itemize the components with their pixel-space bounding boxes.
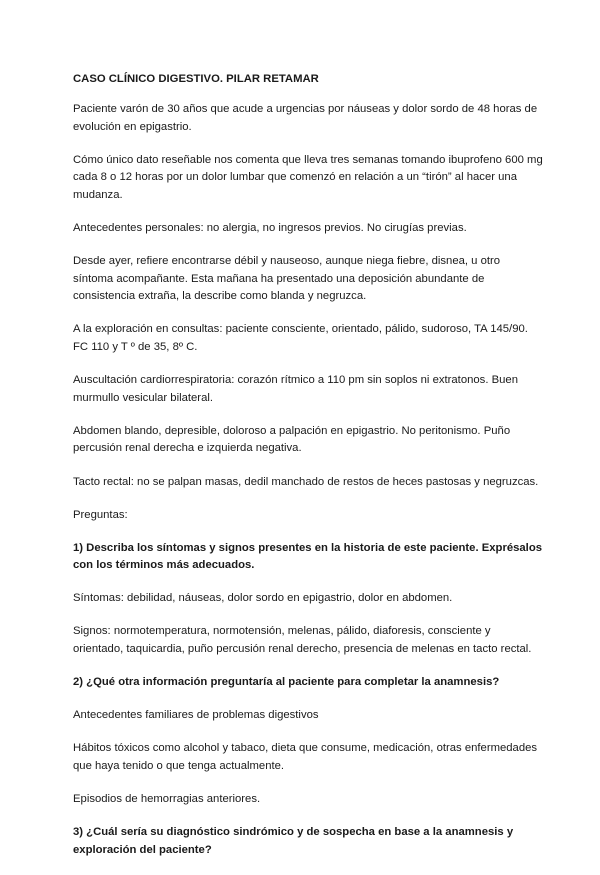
document-title: CASO CLÍNICO DIGESTIVO. PILAR RETAMAR	[73, 73, 319, 85]
paragraph-presentation: Paciente varón de 30 años que acude a urgencias por náuseas y dolor sordo de 48 horas de evolución en epigastrio.	[73, 103, 538, 133]
answer-1-signs: Signos: normotemperatura, normotensión, melenas, pálido, diaforesis, consciente y orientado, taquicardia, puño percusión renal derecho, presencia de melenas en tacto rectal.	[73, 625, 532, 656]
paragraph-personal-history: Antecedentes personales: no alergia, no ingresos previos. No cirugías previas.	[73, 222, 467, 235]
paragraph-abdomen: Abdomen blando, depresible, doloroso a palpación en epigastrio. No peritonismo. Puño percusión renal derecha e izquierda negativa.	[73, 424, 511, 455]
paragraph-current-illness: Desde ayer, refiere encontrarse débil y nauseoso, aunque niega fiebre, disnea, u otro síntoma acompañante. Esta mañana ha presentado una deposición abundante de consistencia extraña, la describe como blanda y negruzca.	[73, 255, 501, 303]
answer-1-symptoms: Síntomas: debilidad, náuseas, dolor sordo en epigastrio, dolor en abdomen.	[73, 592, 453, 605]
question-1: 1) Describa los síntomas y signos presentes en la historia de este paciente. Exprésalos con los términos más adecuados.	[73, 541, 543, 572]
question-2: 2) ¿Qué otra información preguntaría al paciente para completar la anamnesis?	[73, 676, 500, 689]
paragraph-medication: Cómo único dato reseñable nos comenta que lleva tres semanas tomando ibuprofeno 600 mg cada 8 o 12 horas por un dolor lumbar que comenzó en relación a un “tirón” al hacer una mudanza.	[73, 153, 543, 201]
paragraph-exploration: A la exploración en consultas: paciente consciente, orientado, pálido, sudoroso, TA 145/90. FC 110 y T º de 35, 8º C.	[73, 323, 528, 354]
answer-2-toxic-habits: Hábitos tóxicos como alcohol y tabaco, dieta que consume, medicación, otras enfermedades que haya tenido o que tenga actualmente.	[73, 742, 538, 772]
paragraph-questions-heading: Preguntas:	[73, 508, 128, 521]
paragraph-auscultation: Auscultación cardiorrespiratoria: corazón rítmico a 110 pm sin soplos ni extratonos. Buen murmullo vesicular bilateral.	[73, 374, 518, 404]
answer-2-family-history: Antecedentes familiares de problemas digestivos	[73, 709, 319, 722]
paragraph-rectal-exam: Tacto rectal: no se palpan masas, dedil manchado de restos de heces pastosas y negruzcas.	[73, 475, 539, 488]
answer-2-bleeding-episodes: Episodios de hemorragias anteriores.	[73, 793, 261, 806]
question-3: 3) ¿Cuál sería su diagnóstico sindrómico y de sospecha en base a la anamnesis y exploración del paciente?	[73, 826, 514, 856]
document-body	[73, 71, 543, 875]
